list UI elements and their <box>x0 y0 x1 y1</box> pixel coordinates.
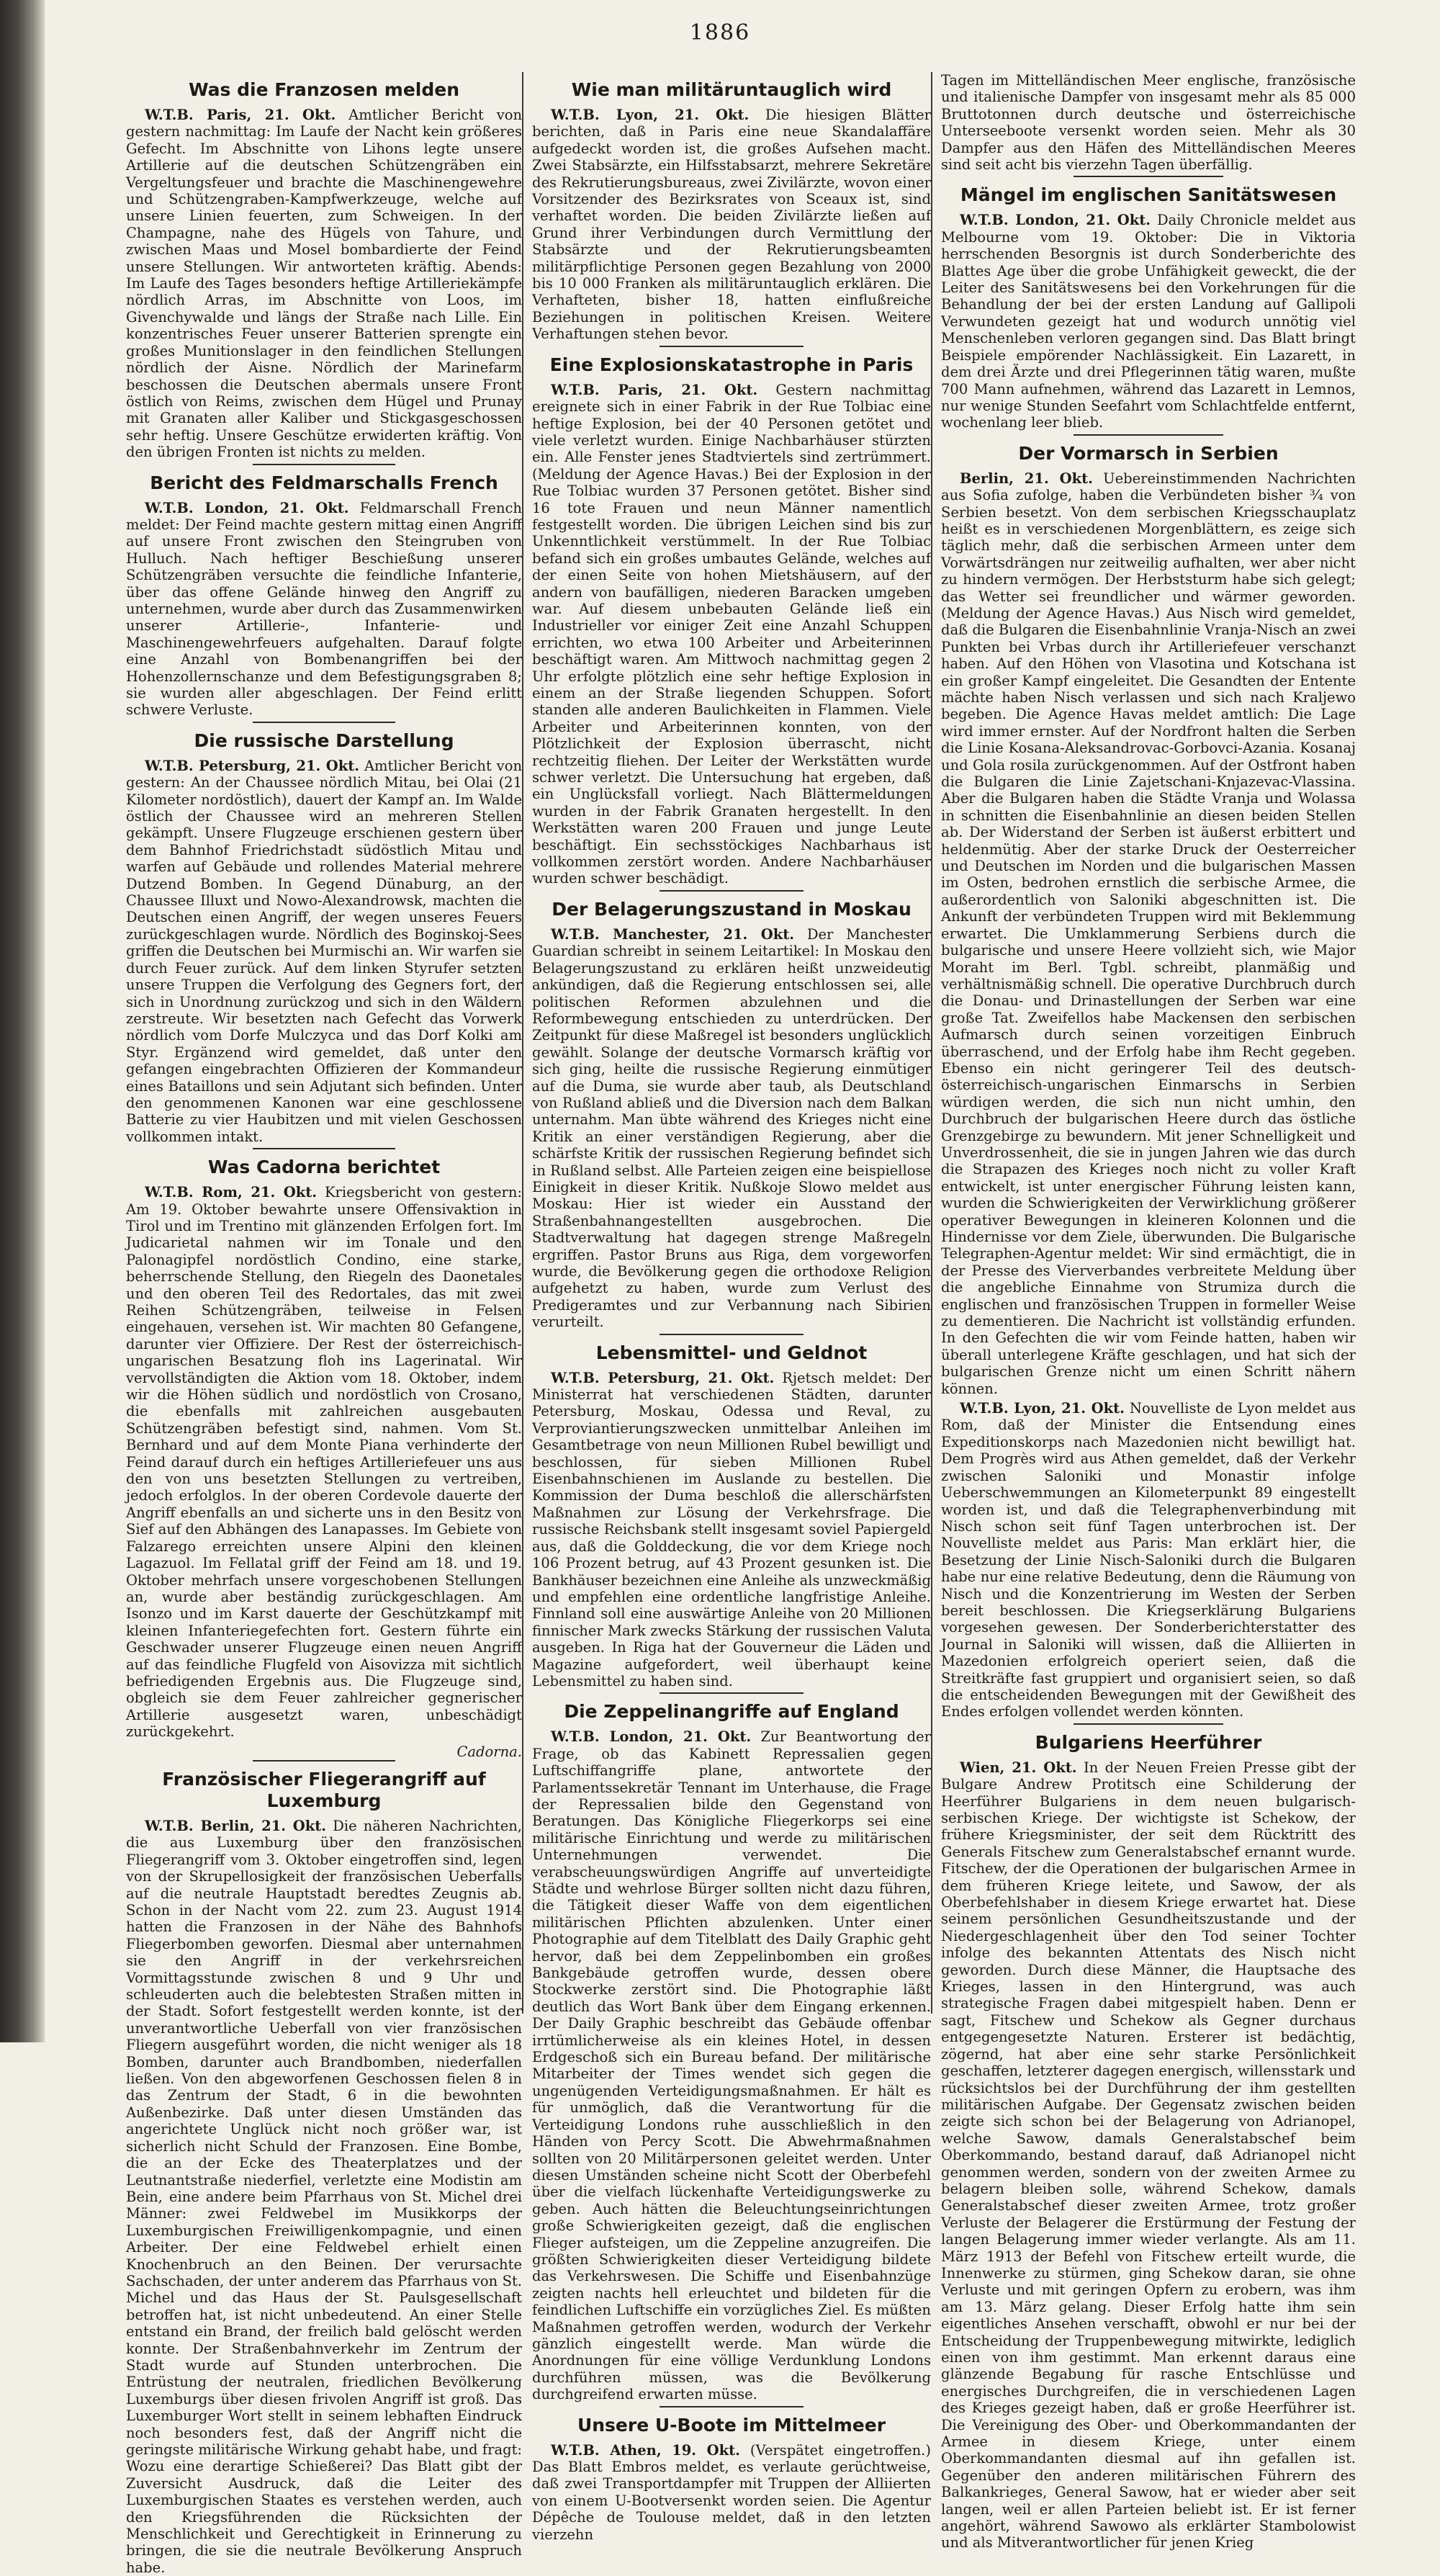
article-body <box>126 500 522 719</box>
body-text: Kriegsbericht von gestern: Am 19. Oktober bewahrte unsere Offensivaktion in Tirol und im Trentino mit glänzenden Erfolgen fort. Im Judicarietal nahmen wir im Tonale und den Palonagipfel nordöstlich Condino, eine starke, beherrschende Stellung, den Riegeln des Daonetales und den oberen Teil des Redortales, das mit zwei Reihen Schützengräben, teilweise in Felsen eingehauen, versehen ist. Wir machten 80 Gefangene, darunter vier Offiziere. Der Rest der österreichisch-ungarischen Besatzung floh ins Lagerinatal. Wir vervollständigten die Aktion vom 18. Oktober, indem wir die Höhen südlich und nordöstlich von Crosano, die ebenfalls mit zahlreichen ausgebauten Schützengräben befestigt sind, nahmen. Vom St. Bernhard und auf dem Monte Piana verhinderte der Feind darauf durch ein heftiges Artilleriefeuer uns aus den von uns besetzten Stellungen zu vertreiben, jedoch erfolglos. In der oberen Cordevole dauerte der Angriff ebenfalls an und sicherte uns in den Besitz von Sief auf den Abhängen des Lanapasses. Im Gebiete von Falzarego erreichten unsere Alpini den kleinen Lagazuol. Im Fellatal griff der Feind am 18. und 19. Oktober mehrfach unsere vorgeschobenen Stellungen an, wurde aber beständig zurückgeschlagen. Am Isonzo und im Karst dauerte der Geschützkampf mit kleinen Infanteriegefechten fort. Gestern führte ein Geschwader unserer Flugzeuge einen neuen Angriff auf das feindliche Flugfeld von Aisovizza mit sichtlich befriedigenden Ergebnis aus. Die Flugzeuge sind, obgleich sie dem Feuer zahlreicher gegnerischer Artillerie ausgesetzt waren, unbeschädigt zurückgekehrt. <box>126 1184 522 1741</box>
body-text: Amtlicher Bericht von gestern: An der Chaussee nördlich Mitau, bei Olai (21 Kilometer nordöstlich), dauert der Kampf an. Im Walde östlich der Chaussee wird an mehreren Stellen gekämpft. Unsere Flugzeuge erschienen gestern über dem Bahnhof Friedrichstadt südöstlich Mitau und warfen auf Gebäude und rollendes Material mehrere Dutzend Bomben. In Gegend Dünaburg, an der Chaussee Illuxt und Nowo-Alexandrowsk, machten die Deutschen einen Angriff, der wegen unseres Feuers zurückgeschlagen wurde. Nördlich des Boginskoj-Sees griffen die Deutschen bei Murmischi an. Wir warfen sie durch Feuer zurück. Auf dem linken Styrufer setzten unsere Truppen die Verfolgung des Gegners fort, der sich in Unordnung zurückzog und sich in den Wäldern zerstreute. Wir besetzten nach Gefecht das Vorwerk nördlich vom Dorfe Mulczyca und das Dorf Kolki am Styr. Ergänzend wird gemeldet, daß unter den gefangen eingebrachten Offizieren der Kommandeur eines Bataillons und sein Adjutant sich befinden. Unter den genommenen Kanonen war eine geschlossene Batterie zu vier Haubitzen und mit vielen Geschossen vollkommen intakt. <box>126 757 522 1145</box>
separator <box>253 722 395 723</box>
body-text: (Verspätet eingetroffen.) Das Blatt Embros meldet, es verlaute gerüchtweise, daß zwei Transportdampfer mit Truppen der Alliierten von einem U-Bootversenkt worden seien. Die Agentur Dépêche de Toulouse meldet, daß in den letzten vierzehn <box>532 2441 931 2543</box>
article-body <box>532 1728 931 2402</box>
dateline: W.T.B. Rom, 21. Okt. <box>145 1184 318 1201</box>
body-text: Daily Chronicle meldet aus Melbourne vom 19. Oktober: Die in Viktoria herrschenden Besorgnis ist durch Sonderberichte des Blattes Age über die grobe Unfähigkeit geweckt, die der Leiter des Sanitätswesens bei den Vorkehrungen für die Behandlung der bei der ersten Landung auf Gallipoli Verwundeten gezeigt hat und wodurch unnötig viel Menschenleben verloren gegangen sind. Das Blatt bringt Beispiele empörender Nachlässigkeit. Ein Lazarett, in dem drei Ärzte und drei Pflegerinnen tätig waren, mußte 700 Mann aufnehmen, während das Lazarett in Lemnos, nur wenige Stunden Seefahrt vom Schlachtfelde entfernt, wochenlang leer blieb. <box>941 212 1356 431</box>
article-sanitaetswesen <box>941 184 1356 431</box>
article-u-boote <box>532 2415 931 2543</box>
dateline: Wien, 21. Okt. <box>960 1759 1077 1776</box>
dateline: W.T.B. Paris, 21. Okt. <box>145 107 336 123</box>
article-u-boote-continued <box>941 72 1356 173</box>
article-body <box>941 1759 1356 2552</box>
article-body <box>941 470 1356 1397</box>
article-explosion <box>532 354 931 887</box>
body-text: Die hiesigen Blätter berichten, daß in Paris eine neue Skandalaffäre aufgedeckt worden ist, die großes Aufsehen macht. Zwei Stabsärzte, ein Hilfsstabsarzt, mehrere Sekretäre des Rekrutierungsbureaus, zwei Zivilärzte, wovon einer Vorsitzender des Bezirksrates von Sceaux ist, sind verhaftet worden. Die beiden Zivilärzte ließen auf Grund ihrer Verbindungen durch Vermittlung der Stabsärzte und der Rekrutierungsbeamten militärpflichtige Personen gegen Bezahlung von 2000 bis 10 000 Franken als militäruntauglich erklären. Die Verhafteten, bisher 18, hatten einflußreiche Beziehungen in politischen Kreisen. Weitere Verhaftungen stehen bevor. <box>532 107 931 343</box>
headline: Bericht des Feldmarschalls French <box>150 472 498 493</box>
separator <box>1074 1723 1223 1725</box>
dateline: W.T.B. Lyon, 21. Okt. <box>960 1400 1125 1417</box>
dateline: W.T.B. Petersburg, 21. Okt. <box>145 757 360 774</box>
dateline: W.T.B. Manchester, 21. Okt. <box>551 925 795 943</box>
body-text: Zur Beantwortung der Frage, ob das Kabinett Repressalien gegen Luftschiffangriffe plane, antwortete der Parlamentssekretär Tennant im Unterhause, die Frage der Repressalien bilde den Gegenstand von Beratungen. Das Königliche Fliegerkorps sei eine militärische Einrichtung und werde zu militärischen Unternehmungen verwendet. Die verabscheuungswürdigen Angriffe auf unverteidigte Städte und wehrlose Bürger sollten nicht dazu führen, die Tätigkeit dieser Waffe von dem eigentlichen militärischen Pflichten abzulenken. Unter einer Photographie auf dem Titelblatt des Daily Graphic geht hervor, daß bei dem Zeppelinbomben ein großes Bankgebäude getroffen wurde, dessen obere Stockwerke zerstört sind. Die Photographie läßt deutlich das Wort Bank über dem Eingang erkennen. Der Daily Graphic beschreibt das Gebäude offenbar irrtümlicherweise als ein kleines Hotel, in dessen Erdgeschoß sich ein Bureau befand. Der militärische Mitarbeiter der Times wendet sich gegen die ungenügenden Verteidigungsmaßnahmen. Er hält es für unmöglich, daß die Verantwortung für die Verteidigung Londons ruhe ausschließlich in den Händen von Percy Scott. Die Abwehrmaßnahmen sollten von 20 Militärpersonen geleitet werden. Unter diesen Umständen scheine nicht Scott der Oberbefehl über die vielfach lückenhafte Verteidigungswerke zu geben. Auch hätten die Beleuchtungseinrichtungen große Schwierigkeiten gezeigt, daß die englischen Flieger aufsteigen, um die Zeppeline anzugreifen. Die größten Schwierigkeiten dieser Verteidigung bildete das Verkehrswesen. Die Schiffe und Eisenbahnzüge zeigten nachts hell erleuchtet und bildeten für die feindlichen Luftschiffe ein vorzügliches Ziel. Es müßten Maßnahmen getroffen werden, wodurch der Verkehr gänzlich eingestellt werde. Man würde die Anordnungen für eine völlige Verdunklung Londons durchführen müssen, was die Bevölkerung durchgreifend erwarten müsse. <box>532 1728 931 2403</box>
separator <box>660 2406 803 2407</box>
article-body <box>126 758 522 1145</box>
page-number: 1886 <box>689 20 751 45</box>
column-3 <box>931 72 1356 2552</box>
headline: Unsere U-Boote im Mittelmeer <box>577 2414 886 2436</box>
separator <box>660 1334 803 1335</box>
article-body <box>532 382 931 887</box>
article-body <box>941 212 1356 431</box>
body-text: Uebereinstimmenden Nachrichten aus Sofia zufolge, haben die Verbündeten bisher ¾ von Serbien besetzt. Von dem serbischen Kriegsschauplatz heißt es in verschiedenen Morgenblättern, es zeige sich täglich mehr, daß die serbischen Armeen unter dem Vorwärtsdrängen nur zeitweilig aufhalten, wer aber nicht zu hindern vermögen. Der Herbststurm habe sich gelegt; das Wetter sei freundlicher und wärmer geworden. (Meldung der Agence Havas.) Aus Nisch wird gemeldet, daß die Bulgaren die Eisenbahnlinie Vranja-Nisch an zwei Punkten bei Vrbas durch ihr Artilleriefeuer verschanzt haben. Auf den Höhen von Vlasotina und Kotschana ist ein großer Kampf eingeleitet. Die Gesandten der Entente mächte haben Nisch verlassen und sich nach Kraljewo begeben. Die Agence Havas meldet amtlich: Die Lage wird immer ernster. Auf der Nordfront halten die Serben die Linie Kosana-Aleksandrovac-Gorbovci-Azania. Kosanaj und Gola rosila zurückgenommen. Auf der Ostfront haben die Bulgaren die Linie Zajetschani-Knjazevac-Vlassina. Aber die Bulgaren haben die Städte Vranja und Wolassa in schnitten die Eisenbahnlinie an diesen beiden Stellen ab. Der Widerstand der Serben ist äußerst erbittert und heldenmütig. Aber der starke Druck der Oesterreicher und Deutschen im Norden und die bulgarischen Massen im Osten, bedrohen ernstlich die serbische Armee, die außerordentlich von Saloniki abgeschnitten ist. Die Ankunft der verbündeten Truppen wird mit Beklemmung erwartet. Die Umklammerung Serbiens durch die bulgarische und unsere Heere vollzieht sich, wie Major Moraht im Berl. Tgbl. schreibt, planmäßig und verhältnismäßig schnell. Die operative Durchbruch durch die Donau- und Drinastellungen der Serben war eine große Tat. Zweifellos habe Mackensen den serbischen Aufmarsch durch seinen vorzeitigen Einbruch überraschend, und der Erfolg habe ihm Recht gegeben. Ebenso ein nicht geringerer Teil des deutsch-österreichisch-ungarischen Einmarschs in Serbien würdigen werden, die sich nun nicht umhin, den Durchbruch der bulgarischen Heere durch das östliche Grenzgebirge zu bewundern. Mit jener Schnelligkeit und Unverdrossenheit, die sie in jungen Jahren wie das durch die Strapazen des Krieges noch nicht zu voller Kraft entwickelt, ist unter energischer Führung leisten kann, wurden die Schwierigkeiten der Verwirklichung größerer operativer Bewegungen in kleineren Kolonnen und die Hindernisse vor dem Ziele, überwunden. Die Bulgarische Telegraphen-Agentur meldet: Wir sind ermächtigt, die in der Presse des Vierverbandes verbreitete Meldung über die angebliche Einnahme von Strumiza durch die englischen und französischen Truppen in formeller Weise zu dementieren. Die Nachricht ist vollständig erfunden. In den Gefechten die wir vom Feinde hatten, haben wir überall unterlegene Kräfte geschlagen, und hat sich der bulgarischen Grenze nicht um einen Schritt nähern können. <box>941 470 1356 1397</box>
separator <box>660 890 803 892</box>
article-body <box>126 1184 522 1740</box>
dateline: W.T.B. Petersburg, 21. Okt. <box>551 1369 775 1386</box>
body-text: Gestern nachmittag ereignete sich in einer Fabrik in der Rue Tolbiac eine heftige Explosion, bei der 40 Personen getötet und viele verletzt wurden. Einige Nachbarhäuser stürzten ein. Alle Fenster jenes Stadtviertels sind zertrümmert. (Meldung der Agence Havas.) Bei der Explosion in der Rue Tolbiac wurden 37 Personen getötet. Bisher sind 16 tote Frauen und neun Männer namentlich festgestellt worden. Die übrigen Leichen sind bis zur Unkenntlichkeit verstümmelt. In der Rue Tolbiac befand sich ein großes umbautes Gelände, welches auf der einen Seite von hohen Mietshäusern, auf der andern von baufälligen, niederen Baracken umgeben war. Auf diesem unbebauten Gelände ließ ein Industrieller vor einiger Zeit eine Anzahl Schuppen errichten, wo etwa 100 Arbeiter und Arbeiterinnen beschäftigt waren. Am Mittwoch nachmittag gegen 2 Uhr erfolgte plötzlich eine sehr heftige Explosion in einem an der Straße liegenden Schuppen. Sofort standen alle anderen Baulichkeiten in Flammen. Viele Arbeiter und Arbeiterinnen konnten, von der Plötzlichkeit der Explosion überrascht, nicht rechtzeitig fliehen. Der Leiter der Werkstätten wurde schwer verletzt. Die Untersuchung hat ergeben, daß ein Unglücksfall vorliegt. Nach Blättermeldungen wurden in der Fabrik Granaten hergestellt. In den Werkstätten waren 200 Frauen und junge Leute beschäftigt. Ein sechsstöckiges Nachbarhaus ist vollkommen zerstört worden. Andere Nachbarhäuser wurden schwer beschädigt. <box>532 381 931 887</box>
column-2 <box>522 72 932 2543</box>
headline: Die Zeppelinangriffe auf England <box>564 1701 899 1723</box>
separator <box>1074 176 1223 177</box>
headline: Bulgariens Heerführer <box>1035 1731 1262 1753</box>
dateline: W.T.B. Berlin, 21. Okt. <box>145 1817 327 1834</box>
article-body <box>941 1400 1356 1720</box>
book-binding <box>0 0 45 2042</box>
separator <box>253 1760 395 1762</box>
body-text: Die näheren Nachrichten, die aus Luxemburg über den französischen Fliegerangriff vom 3. Oktober eingetroffen sind, legen von der Skrupellosigkeit der französischen Ueberfalls auf die neutrale Hauptstadt beredtes Zeugnis ab. Schon in der Nacht vom 22. zum 23. August 1914 hatten die Franzosen in der Nähe des Bahnhofs Fliegerbomben geworfen. Diesmal aber unternahmen sie den Angriff in der verkehrsreichen Vormittagsstunde zwischen 8 und 9 Uhr und schleuderten auch die belebtesten Straßen mitten in der Stadt. Sofort festgestellt werden konnte, ist der unverantwortliche Ueberfall von vier französischen Fliegern ausgeführt worden, die nicht weniger als 18 Bomben, darunter auch Brandbomben, niederfallen ließen. Von den abgeworfenen Geschossen fielen 8 in das Zentrum der Stadt, 6 in die bewohnten Außenbezirke. Daß unter diesen Umständen das angerichtete Unglück nicht noch größer war, ist sicherlich nicht Schuld der Franzosen. Eine Bombe, die an der Ecke des Theaterplatzes und der Leutnantstraße niederfiel, verletzte eine Modistin am Bein, eine andere beim Pfarrhaus von St. Michel drei Männer: zwei Feldwebel im Musikkorps der Luxemburgischen Freiwilligenkompagnie, und einen Arbeiter. Der eine Feldwebel erhielt einen Knochenbruch an den Beinen. Der verursachte Sachschaden, der unter anderem das Pfarrhaus von St. Michel und das Haus der St. Paulsgesellschaft betroffen hat, ist nicht unbedeutend. An einer Stelle entstand ein Brand, der freilich bald gelöscht werden konnte. Der Straßenbahnverkehr im Zentrum der Stadt wurde auf Stunden unterbrochen. Die Entrüstung der neutralen, friedlichen Bevölkerung Luxemburgs über diesen frivolen Angriff ist groß. Das Luxemburger Wort stellt in seinem lebhaften Eindruck noch besonders fest, daß der Angriff nicht die geringste militärische Wirkung gehabt habe, und fragt: Wozu eine derartige Schießerei? Das Blatt gibt der Zuversicht Ausdruck, daß die Leiter des Luxemburgischen Staates es verstehen werden, auch den Kriegsführenden die Rücksichten der Menschlichkeit und Gerechtigkeit in Erinnerung zu bringen, die sie die neutrale Bevölkerung Anspruch habe. <box>126 1817 522 2576</box>
article-body <box>532 2442 931 2543</box>
headline: Lebensmittel- und Geldnot <box>595 1342 868 1363</box>
headline: Französischer Fliegerangriff auf Luxemburg <box>162 1768 486 1811</box>
body-text: Nouvelliste de Lyon meldet aus Rom, daß der Minister die Entsendung eines Expeditionskorps nach Mazedonien nicht bewilligt hat. Dem Progrès wird aus Athen gemeldet, daß der Verkehr zwischen Saloniki und Monastir infolge Ueberschwemmungen an Kilometerpunkt 89 eingestellt worden ist, und daß die Telegraphenverbindung mit Nisch schon seit fünf Tagen unterbrochen ist. Der Nouvelliste meldet aus Paris: Man erklärt hier, die Besetzung der Linie Nisch-Saloniki durch die Bulgaren habe nur eine relative Bedeutung, denn die Räumung von Nisch und die Konzentrierung im Westen der Serben bereit beschlossen. Die Kriegserklärung Bulgariens vorgesehen gewesen. Der Sonderberichterstatter des Journal in Saloniki will wissen, daß die Alliierten in Mazedonien erfolgreich operiert seien, daß die Streitkräfte fast gruppiert und organisiert seien, so daß die entscheidenden Bewegungen mit der Gewißheit des Endes erfolgen vollendet werden könnten. <box>941 1400 1356 1720</box>
article-body <box>126 1818 522 2576</box>
dateline: W.T.B. London, 21. Okt. <box>960 212 1151 229</box>
article-body <box>532 926 931 1331</box>
headline: Wie man militäruntauglich wird <box>571 79 892 100</box>
headline: Mängel im englischen Sanitätswesen <box>960 184 1337 206</box>
headline: Der Vormarsch in Serbien <box>1018 442 1279 464</box>
separator <box>660 346 803 347</box>
article-french <box>126 472 522 719</box>
article-franzosen <box>126 79 522 461</box>
article-serbien <box>941 443 1356 1720</box>
article-zeppelin <box>532 1701 931 2402</box>
dateline: W.T.B. London, 21. Okt. <box>551 1728 752 1746</box>
body-text: In der Neuen Freien Presse gibt der Bulgare Andrew Protitsch eine Schilderung der Heerführer Bulgariens in dem neuen bulgarisch-serbischen Kriege. Der wichtigste ist Schekow, der frühere Kriegsminister, der seit dem Rücktritt des Generals Fitschew zum Generalstabschef ernannt wurde. Fitschew, der die Operationen der bulgarischen Armee in dem früheren Kriege leitete, und Sawow, der als Oberbefehlshaber in diesem Kriege erwartet hat. Diese seinem persönlichen Gesundheitszustande und der Niedergeschlagenheit über den Tod seiner Tochter infolge des bekannten Attentats des Nisch nicht geworden. Durch diese Männer, die Hauptsache des Krieges, lassen in den Hintergrund, was auch strategische Fragen dabei mitgespielt haben. Denn er sagt, Fitschew und Schekow als Gegner durchaus entgegengesetzte Naturen. Ersterer ist bedächtig, zögernd, hat aber eine sehr starke Persönlichkeit geschaffen, letzterer dagegen energisch, willensstark und rücksichtslos bei der Durchführung der ihm gestellten militärischen Aufgabe. Der Gegensatz zwischen beiden zeigte sich schon bei der Belagerung von Adrianopel, welche Sawow, damals Generalstabschef beim Oberkommando, bestand darauf, daß Adrianopel nicht genommen werden, sondern von der zweiten Armee zu belagern bleiben solle, während Schekow, damals Generalstabschef dieser zweiten Armee, trotz großer Verluste der Belagerer die Erstürmung der Festung der langen Belagerung immer wieder verlangte. Als am 11. März 1913 der Befehl von Fitschew erteilt wurde, die Innenwerke zu stürmen, ging Schekow daran, sie ohne Verluste und mit geringen Opfern zu erobern, was ihm am 13. März gelang. Dieser Erfolg hatte ihm sein eigentliches Ansehen verschafft, obwohl er nur bei der Entscheidung der Truppenbewegung mitwirkte, lediglich einen von ihm gestimmt. Man erkennt daraus eine glänzende Begabung für rasche Entschlüsse und energisches Durchgreifen, die in verschiedenen Lagen des Krieges gezeigt haben, daß er große Heerführer ist. Die Vereinigung des Ober- und Oberkommandanten der Armee in diesem Kriege, unter einem Oberkommandanten diesmal auf ihn gefallen ist. Gegenüber den anderen militärischen Führern des Balkankrieges, General Sawow, hat er wieder aber seit langen, weil er allen Parteien beliebt ist. Er ist ferner angehört, während Sawowo als erklärter Stambolowist und als Mitverantwortlicher für jenen Krieg <box>941 1759 1356 2552</box>
dateline: W.T.B. Paris, 21. Okt. <box>551 381 758 398</box>
body-text: Der Manchester Guardian schreibt in seinem Leitartikel: In Moskau den Belagerungszustand zu erklären heißt unzweideutig ankündigen, daß die Regierung entschlossen sei, alle politischen Reformen abzulehnen und die Reformbewegung entschieden zu unterdrücken. Der Zeitpunkt für diese Maßregel ist besonders unglücklich gewählt. Solange der deutsche Vormarsch kräftig vor sich ging, heilte die russische Regierung einmütiger auf die Duma, sie wurde aber taub, als Deutschland von Rußland abließ und die Diversion nach dem Balkan unternahm. Man übte während des Krieges nicht eine Kritik an einer verständigen Regierung, aber die schärfste Kritik der russischen Regierung befindet sich in Rußland selbst. Alle Parteien zeigen eine beispiellose Einigkeit in dieser Kritik. Nußkoje Slowo meldet aus Moskau: Hier ist wieder ein Ausstand der Straßenbahnangestellten ausgebrochen. Die Stadtverwaltung hat dagegen strenge Maßregeln ergriffen. Pastor Bruns aus Riga, dem vorgeworfen wurde, die Bevölkerung gegen die orthodoxe Religion aufgehetzt zu haben, wurde zum Verlust des Predigeramtes und zur Verbannung nach Sibirien verurteilt. <box>532 925 932 1331</box>
article-body <box>126 107 522 461</box>
body-text: Amtlicher Bericht von gestern nachmittag: Im Laufe der Nacht kein größeres Gefecht. Im Abschnitte von Lihons legte unsere Artillerie auf die deutschen Schützengräben ein Vergeltungsfeuer und brachte die Maschinengewehre und Schützengraben-Kampfwerkzeuge, welche auf unsere Linien feuerten, zum Schweigen. In der Champagne, nahe des Hügels von Tahure, und zwischen Maas und Mosel bombardierte der Feind unsere Stellungen. Wir antworteten kräftig. Abends: Im Laufe des Tages besonders heftige Artilleriekämpfe nördlich Arras, im Abschnitte von Loos, im Givenchywalde und längs der Straße nach Lille. Ein konzentrisches Feuer unserer Batterien sprengte ein großes Munitionslager in den feindlichen Stellungen nördlich der Aisne. Nördlich der Marinefarm beschossen die Deutschen abermals unsere Front östlich von Reims, zwischen dem Hügel und Prunay mit Granaten aller Kaliber und Stickgasgeschossen sehr heftig. Unsere Geschütze erwiderten kräftig. Von den übrigen Fronten ist nichts zu melden. <box>126 107 523 461</box>
article-heerfuehrer <box>941 1732 1356 2552</box>
separator <box>253 1148 395 1149</box>
headline: Was Cadorna berichtet <box>207 1157 441 1178</box>
dateline: W.T.B. London, 21. Okt. <box>145 499 349 516</box>
headline: Eine Explosionskatastrophe in Paris <box>549 354 914 375</box>
dateline: W.T.B. Lyon, 21. Okt. <box>551 107 750 123</box>
article-body <box>532 1370 931 1690</box>
separator <box>253 464 395 465</box>
headline: Der Belagerungszustand in Moskau <box>552 898 912 920</box>
article-moskau <box>532 899 931 1331</box>
headline: Die russische Darstellung <box>194 730 454 751</box>
article-luxemburg <box>126 1769 522 2576</box>
article-body <box>532 107 931 343</box>
body-text: Tagen im Mittelländischen Meer englische, französische und italienische Dampfer von insgesamt mehr als 85 000 Bruttotonnen durch deutsche und österreichische Unterseeboote versenkt worden seien. Mehr als 30 Dampfer aus den Häfen des Mittelländischen Meeres sind seit acht bis vierzehn Tagen überfällig. <box>941 72 1356 174</box>
article-militaeruntauglich <box>532 79 931 343</box>
headline: Was die Franzosen melden <box>188 79 460 100</box>
separator <box>660 1692 803 1694</box>
signature: Cadorna. <box>456 1743 522 1760</box>
article-geldnot <box>532 1342 931 1690</box>
column-1 <box>126 72 523 2576</box>
dateline: Berlin, 21. Okt. <box>960 470 1093 487</box>
body-text: Feldmarschall French meldet: Der Feind machte gestern mittag einen Angriff auf unsere Front zwischen den Steingruben von Hulluch. Nach heftiger Beschießung unserer Schützengräben versuchte die feindliche Infanterie, über das offene Gelände hinweg den Angriff zu unternehmen, wurde aber durch das Zusammenwirken unserer Artillerie-, Infanterie- und Maschinengewehrfeuers aufgehalten. Darauf folgte eine Anzahl von Bombenangriffen bei der Hohenzollernschanze und dem Befestigungsgraben 8; sie wurden aller abgeschlagen. Der Feind erlitt schwere Verluste. <box>126 499 522 719</box>
separator <box>1074 434 1223 436</box>
article-cadorna <box>126 1157 522 1760</box>
body-text: Rjetsch meldet: Der Ministerrat hat verschiedenen Städten, darunter Petersburg, Moskau, Odessa und Reval, zu Verproviantierungszwecken unmittelbar Anleihen im Gesamtbetrage von neun Millionen Rubel bewilligt und beschlossen, für sieben Millionen Rubel Eisenbahnschienen im Auslande zu bestellen. Die Kommission der Duma beschloß die allerschärfsten Maßnahmen zur Lösung der Verkehrsfrage. Die russische Reichsbank stellt insgesamt soviel Papiergeld aus, daß die Golddeckung, die vor dem Kriege noch 106 Prozent betrug, auf 43 Prozent gesunken ist. Die Bankhäuser bezeichnen eine Anleihe als unzweckmäßig und empfehlen eine ordentliche langfristige Anleihe. Finnland soll eine auswärtige Anleihe von 20 Millionen finnischer Mark zwecks Stärkung der russischen Valuta ausgeben. In Riga hat der Gouverneur die Läden und Magazine aufgefordert, weil überhaupt keine Lebensmittel zu haben sind. <box>532 1369 931 1689</box>
article-russisch <box>126 730 522 1145</box>
article-body <box>941 72 1356 173</box>
dateline: W.T.B. Athen, 19. Okt. <box>551 2441 740 2459</box>
